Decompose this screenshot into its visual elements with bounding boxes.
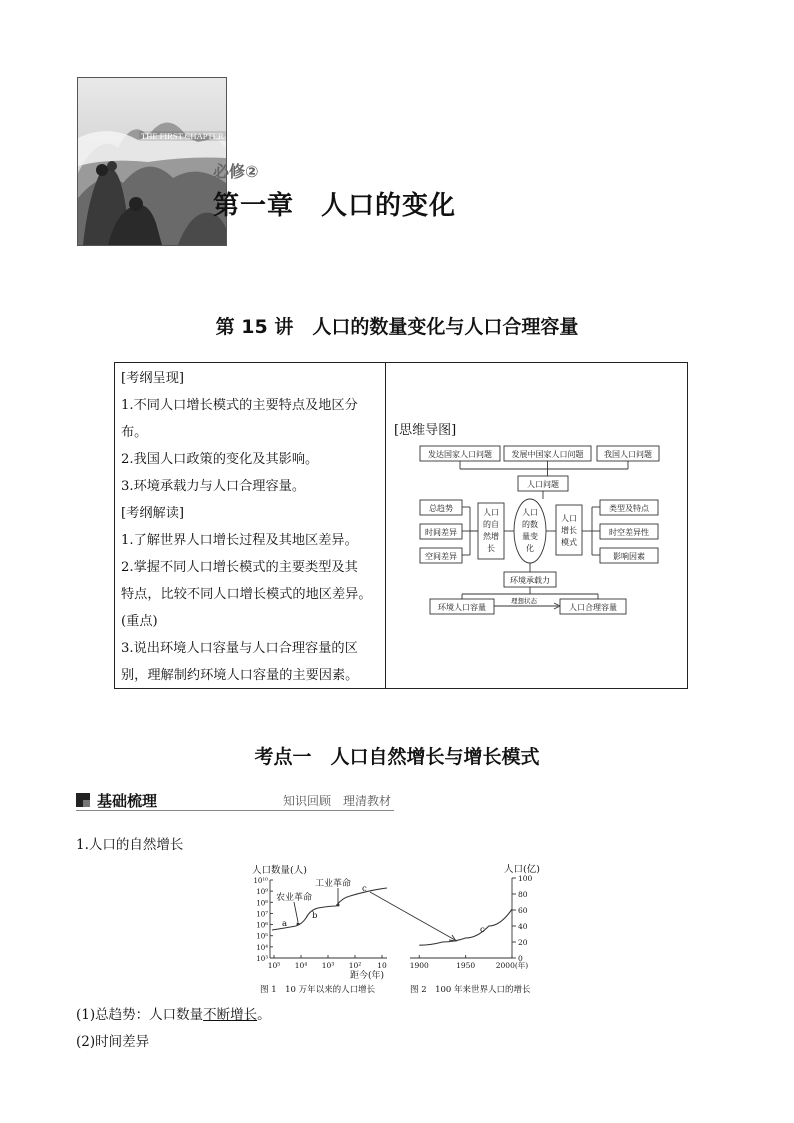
fig2-xticks [410, 955, 529, 970]
chapter-title: 第一章 人口的变化 [213, 191, 457, 221]
basic-review-rule [76, 810, 394, 811]
mindmap-reasonable-box [560, 599, 626, 614]
fig2-ytick-label: 0 [518, 954, 523, 963]
fig1-caption: 图 1 10 万年以来的人口增长 [260, 985, 376, 995]
fig2-caption: 图 2 100 年来世界人口的增长 [410, 985, 531, 995]
svg-text:环境人口容量: 环境人口容量 [438, 603, 486, 612]
mindmap-top-box [597, 446, 659, 461]
fig1-xtick-label: 10 [377, 961, 387, 970]
fig1 [252, 864, 387, 995]
fig1-ytick-label: 10⁶ [256, 921, 268, 930]
mindmap-top-box [504, 446, 591, 461]
item-time-difference: (2)时间差异 [76, 1034, 150, 1050]
syllabus-line: 1.不同人口增长模式的主要特点及地区分 [121, 398, 358, 413]
fig2-yticks [512, 874, 533, 963]
fig1-ytick-label: 10¹⁰ [253, 877, 268, 885]
syllabus-line: (重点) [121, 614, 158, 629]
mindmap-center-node [514, 499, 546, 563]
syllabus-line: 布。 [121, 425, 148, 440]
syllabus-line: 3.环境承载力与人口合理容量。 [121, 479, 306, 494]
section-title: 考点一 人口自然增长与增长模式 [254, 746, 540, 768]
svg-text:时间差异: 时间差异 [425, 528, 457, 537]
svg-text:化: 化 [526, 544, 534, 553]
syllabus-line: 2.掌握不同人口增长模式的主要类型及其 [121, 560, 358, 575]
chapter-subtitle: 必修② [213, 162, 259, 181]
fig2-xtick-label: 1900 [409, 961, 429, 970]
svg-text:我国人口问题: 我国人口问题 [604, 450, 652, 459]
mindmap-natural-growth-box [478, 503, 504, 559]
fig2-xtick-label: 2000(年) [495, 961, 529, 970]
fig1-agri-label: 农业革命 [276, 893, 313, 903]
fig1-xticks [268, 955, 387, 970]
chapter-cover-image [77, 77, 227, 246]
item-trend [76, 1003, 271, 1023]
basic-review-label: 基础梳理 [97, 792, 158, 810]
chapter-english-banner: THE FIRST CHAPTER [141, 131, 224, 141]
svg-text:影响因素: 影响因素 [613, 552, 645, 561]
fig1-ytick-label: 10⁷ [256, 910, 268, 919]
fig1-label-b: b [312, 911, 318, 921]
mindmap-carrying-box [504, 572, 556, 587]
fig2-curve-label: c [480, 925, 485, 935]
svg-text:发达国家人口问题: 发达国家人口问题 [428, 450, 492, 459]
mindmap-right-box [600, 548, 658, 563]
svg-text:时空差异性: 时空差异性 [609, 528, 649, 537]
mindmap-diagram [406, 443, 671, 628]
mindmap-left-box [420, 524, 462, 539]
svg-text:人口合理容量: 人口合理容量 [569, 603, 617, 612]
syllabus-line: 2.我国人口政策的变化及其影响。 [121, 452, 319, 467]
svg-text:量变: 量变 [522, 532, 538, 541]
fig2-ytick-label: 80 [518, 890, 528, 899]
fig1-xtick-label: 10² [348, 961, 362, 970]
connect-arrowhead-icon [449, 935, 456, 941]
connect-arrow [370, 892, 455, 940]
fig1-point-a [297, 923, 300, 926]
fig2-ytick-label: 20 [518, 938, 528, 947]
item-trend-answer: 不断增长 [203, 1007, 258, 1023]
item-trend-prefix: (1)总趋势：人口数量 [76, 1007, 204, 1023]
mindmap-growth-mode-box [556, 505, 582, 555]
svg-text:长: 长 [487, 544, 495, 553]
fig1-xtick-label: 10⁴ [294, 961, 308, 970]
fig1-label-a: a [282, 919, 288, 929]
square-bullet-accent-icon [83, 800, 90, 807]
fig2-ytick-label: 40 [518, 922, 528, 931]
svg-text:空间差异: 空间差异 [425, 552, 457, 561]
fig1-ytick-label: 10⁸ [256, 899, 268, 908]
fig1-ytick-label: 10⁴ [256, 943, 268, 952]
mindmap-env-capacity-box [430, 599, 494, 614]
mindmap-right-box [600, 500, 658, 515]
fig1-ytick-label: 10⁹ [256, 888, 268, 897]
mindmap-left-box [420, 548, 462, 563]
lecture-title: 第 15 讲 人口的数量变化与人口合理容量 [215, 316, 579, 338]
fig1-ind-label: 工业革命 [315, 879, 352, 889]
fig2-ytick-label: 60 [518, 906, 528, 915]
syllabus-line: [考纲解读] [121, 506, 185, 521]
svg-text:模式: 模式 [561, 538, 577, 547]
basic-review-subtitle: 知识回顾 理清教材 [283, 794, 392, 808]
syllabus-line: 特点，比较不同人口增长模式的地区差异。 [121, 587, 372, 602]
basic-review-bar [76, 789, 394, 815]
fig1-xtick-label: 10⁵ [267, 961, 281, 970]
item-trend-end: 。 [257, 1007, 271, 1023]
mindmap-label: [思维导图] [394, 423, 457, 438]
fig1-xlabel: 距今(年) [350, 971, 385, 981]
mindmap-left-box [420, 500, 462, 515]
syllabus-text [115, 363, 386, 688]
fig2-ylabel: 人口(亿) [504, 864, 540, 875]
fig1-xtick-label: 10³ [321, 961, 335, 970]
population-charts [250, 858, 560, 998]
svg-text:的自: 的自 [483, 520, 499, 529]
syllabus-line: 别，理解制约环境人口容量的主要因素。 [121, 668, 359, 683]
svg-text:环境承载力: 环境承载力 [510, 576, 550, 585]
mindmap-problem-box [518, 476, 568, 491]
mindmap-cell [386, 363, 687, 688]
mountain-landscape-icon [78, 78, 226, 245]
syllabus-table [114, 362, 688, 689]
svg-text:人口: 人口 [561, 514, 577, 523]
svg-text:然增: 然增 [483, 532, 499, 541]
syllabus-line: [考纲呈现] [121, 371, 185, 386]
mindmap-arrow-label: 理想状态 [511, 597, 537, 605]
svg-text:人口: 人口 [522, 508, 538, 517]
svg-text:发展中国家人口问题: 发展中国家人口问题 [511, 450, 584, 459]
mindmap-top-box [420, 446, 500, 461]
syllabus-line: 1.了解世界人口增长过程及其地区差异。 [121, 533, 358, 548]
svg-text:人口: 人口 [483, 508, 499, 517]
svg-text:的数: 的数 [522, 520, 538, 529]
svg-text:增长: 增长 [561, 526, 577, 535]
svg-text:人口问题: 人口问题 [527, 480, 559, 489]
svg-text:总趋势: 总趋势 [429, 504, 453, 513]
fig1-point-b [337, 904, 340, 907]
fig1-label-c: c [362, 884, 367, 894]
mindmap-right-box [600, 524, 658, 539]
fig1-ytick-label: 10⁵ [256, 932, 268, 941]
fig1-ylabel: 人口数量(人) [252, 865, 307, 876]
syllabus-line: 3.说出环境人口容量与人口合理容量的区 [121, 641, 358, 656]
item-heading: 1.人口的自然增长 [76, 837, 184, 853]
fig1-ytick-label: 10³ [256, 955, 268, 963]
fig2-ytick-label: 100 [518, 874, 533, 883]
fig2-xtick-label: 1950 [456, 961, 476, 970]
svg-text:类型及特点: 类型及特点 [609, 504, 649, 513]
fig2 [410, 863, 540, 995]
